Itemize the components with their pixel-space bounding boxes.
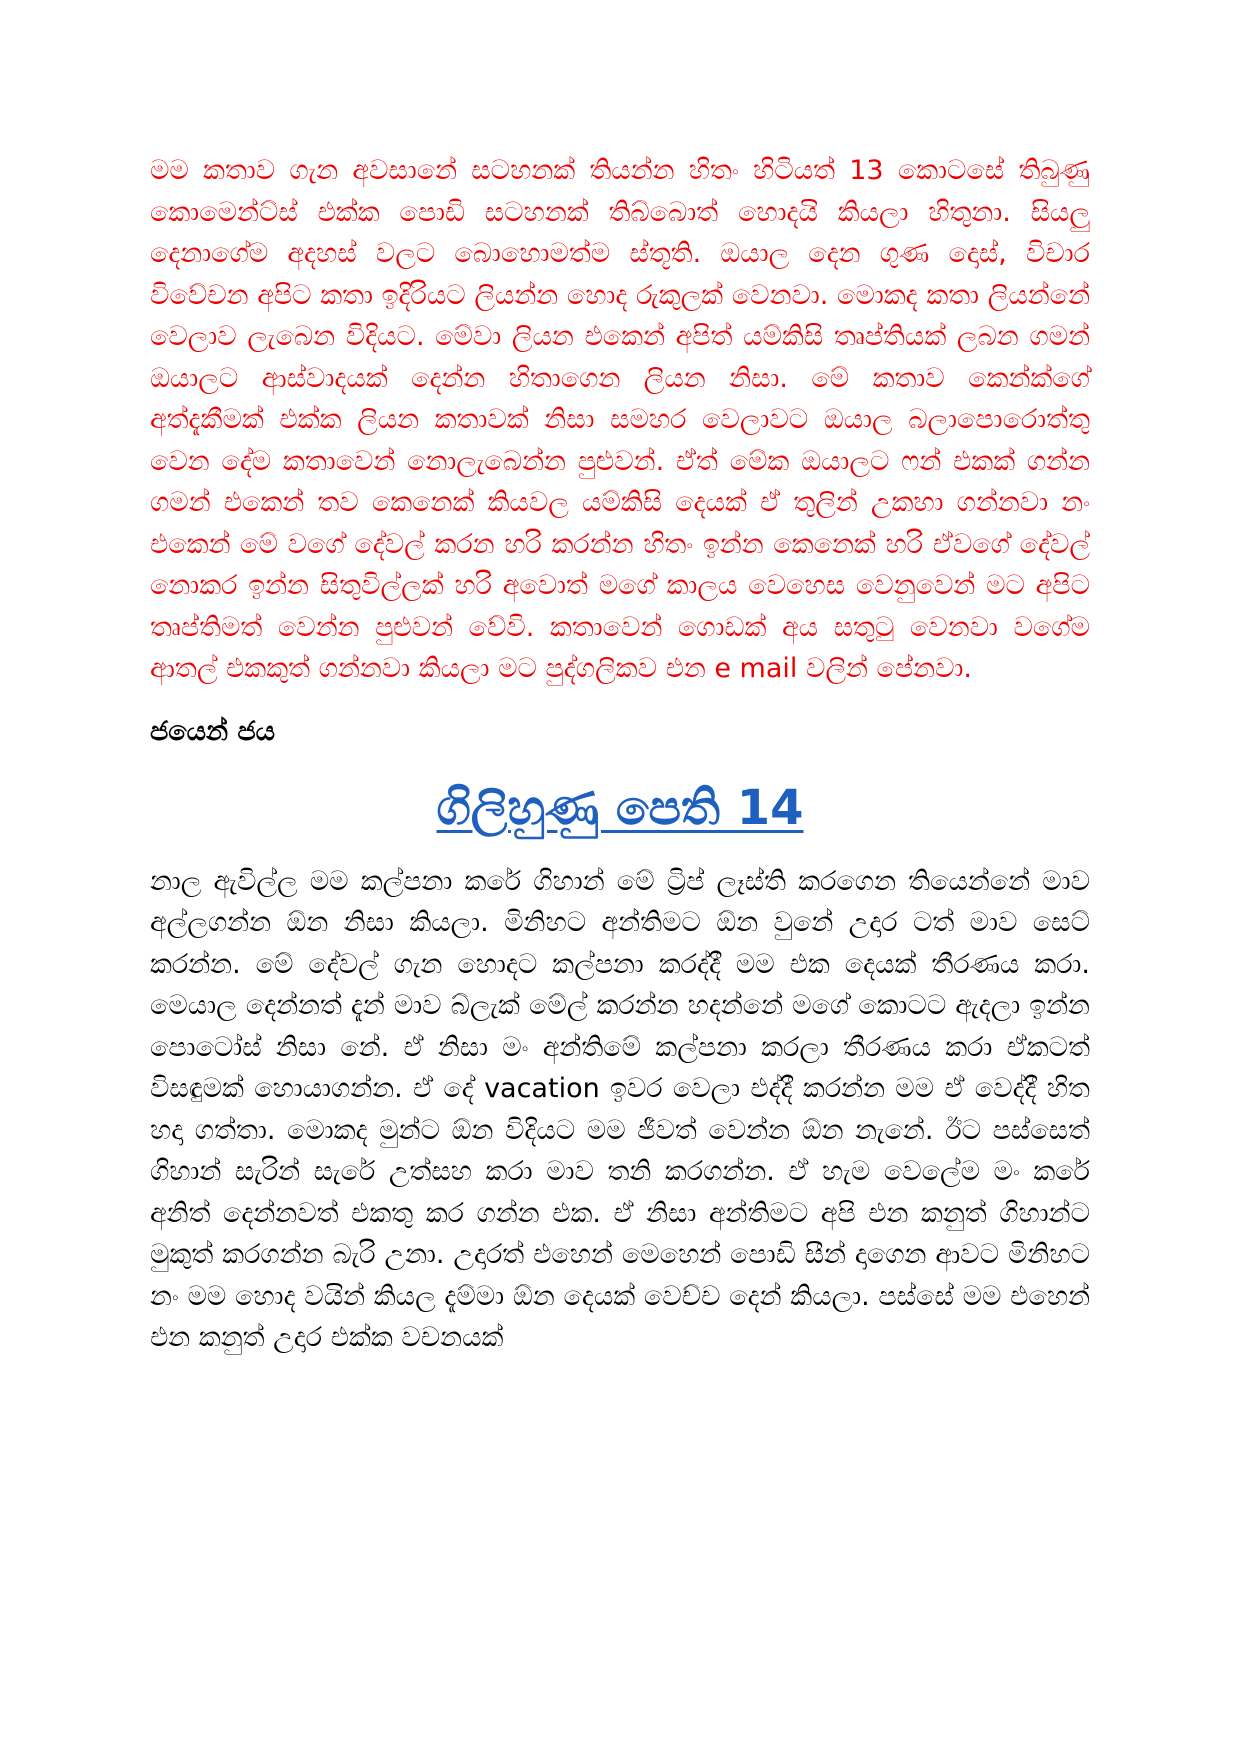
author-note: මම කතාව ගැන අවසානේ සටහනක් තියන්න හිතං හිටියත් 13 කොටසේ තිබුණු කොමෙන්ට්ස් එක්ක පොඩි සටහනක් තිබ්බොත් හොදයි කියලා හිතුනා. සියලු දෙනාගේම අදහස් වලට බොහොමත්ම ස්තූති. ඔයාල දෙන ගුණ දොස්, විචාර විවේචන අපිට කතා ඉදිරියට ලියන්න හොද රුකුලක් වෙනවා. මොකද කතා ලියන්නේ වෙලාව ලැබෙන විදියට. මේවා ලියන එකෙන් අපිත් යම්කිසි තෘප්තියක් ලබන ගමන් ඔයාලට ආස්වාදයක් දෙන්න හිතාගෙන ලියන නිසා. මේ කතාව කෙන්ක්ගේ අත්දැකීමක් එක්ක ලියන කතාවක් නිසා සමහර වෙලාවට ඔයාල බලාපොරොත්තු වෙන දේම කතාවෙන් නොලැබෙන්න පුළුවන්. ඒත් මේක ඔයාලට ෆන් එකක් ගන්න ගමන් එකෙන් තව කෙනෙක් කියවල යම්කිසි දෙයක් ඒ තුලින් උකහා ගන්නවා නං එකෙන් මේ වගේ දේවල් කරන හරි කරන්න හිතං ඉන්න කෙනෙක් හරි ඒවගේ දේවල් නොකර ඉන්න සිතුවිල්ලක් හරි අවොත් මගේ කාලය වෙහෙස වෙනුවෙන් මට අපිට තෘප්තිමත් වෙන්න පුළුවන් වේවි. කතාවෙන් ගොඩක් අය සතුටු වෙනවා වගේම ආතල් එකකුත් ගන්නවා කියලා මට පුද්ගලිකව එන e mail වලින් පේනවා.: [150, 155, 1090, 684]
story-paragraph: නාල ඇවිල්ල මම කල්පනා කරේ ගිහාන් මේ ට්‍රිප් ලෑස්ති කරගෙන තියෙන්නේ මාව අල්ලගන්න ඕන නිසා කියලා. මිනිහට අන්තිමට ඕන වුනේ උදාර ටත් මාව සෙට් කරන්න. මේ දේවල් ගැන හොදට කල්පනා කරද්දී මම එක දෙයක් තීරණය කරා. මෙයාල දෙන්නත් දැන් මාව බ්ලැක් මේල් කරන්න හදන්නේ මගේ කොටට ඇදලා ඉන්න පොටෝස් නිසා නේ. ඒ නිසා මං අන්තිමේ කල්පනා කරලා තීරණය කරා ඒකටත් විසඳුමක් හොයාගන්න. ඒ දේ vacation ඉවර වෙලා එද්දී කරන්න මම ඒ වෙද්දී හිත හදා ගත්තා. මොකද මුන්ට ඕන විදියට මම ජීවත් වෙන්න ඕන නැනේ. ඊට පස්සෙත් ගිහාන් සැරින් සැරේ උත්සහ කරා මාව තනි කරගන්න. ඒ හැම වෙලේම මං කරේ අනිත් දෙන්නවත් එකතු කර ගන්න එක. ඒ නිසා අන්තිමට අපි එන කනුත් ගිහාන්ට මුකුත් කරගන්න බැරි උනා. උදාරත් එහෙන් මෙහෙන් පොඩි සීන් දාගෙන ආවට මිනිහට නං මම හොද වයින් කියල දැම්මා ඕන දෙයක් වෙච්ච දෙන් කියලා. පස්සේ මම එහෙන් එන කනුත් උදාර එක්ක වචනයක්: [150, 865, 1090, 1353]
chapter-heading: [150, 776, 1090, 845]
chapter-title: ගිලිහුණු පෙති 14: [436, 779, 804, 836]
author-signature: ජයෙන් ජය: [150, 715, 276, 747]
page-content: [150, 150, 1090, 1359]
